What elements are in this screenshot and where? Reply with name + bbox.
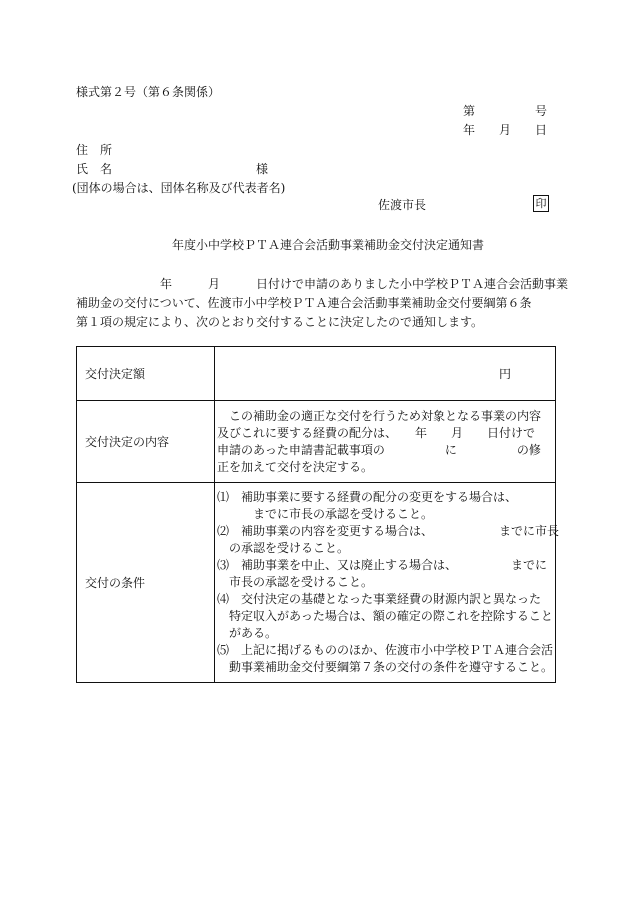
condition-line: ⑷ 交付決定の基礎となった事業経費の財源内訳と異なった <box>217 592 542 606</box>
condition-line: ⑵ 補助事業の内容を変更する場合は、 までに市長 <box>217 524 560 538</box>
condition-line: ⑸ 上記に掲げるもののほか、佐渡市小中学校ＰＴＡ連合会活 <box>217 643 554 657</box>
document-number: 第 号 <box>463 104 548 118</box>
document-date: 年 月 日 <box>463 123 548 137</box>
condition-line: 動事業補助金交付要綱第７条の交付の条件を遵守すること。 <box>217 660 554 674</box>
condition-line: ⑴ 補助事業に要する経費の配分の変更をする場合は、 <box>217 490 518 504</box>
amount-cell <box>215 347 556 401</box>
conditions-label: 交付の条件 <box>77 483 215 683</box>
conditions-cell <box>215 483 560 683</box>
content-line: 正を加えて交付を決定する。 <box>217 459 374 474</box>
amount-unit: 円 <box>498 367 511 381</box>
content-line: 及びこれに要する経費の配分は、 年 月 日付けで <box>217 425 536 440</box>
issuer-title: 佐渡市長 <box>378 198 427 212</box>
table-row <box>77 483 556 683</box>
condition-line: 特定収入があった場合は、額の確定の際これを控除すること <box>217 609 553 623</box>
content-line: 申請のあった申請書記載事項の に の修 <box>217 442 541 457</box>
intro-paragraph <box>76 275 569 332</box>
intro-line: 補助金の交付について、佐渡市小中学校ＰＴＡ連合会活動事業補助金交付要綱第６条 <box>76 296 532 310</box>
condition-line: の承認を受けること。 <box>217 541 350 555</box>
form-number: 様式第２号（第６条関係） <box>76 85 221 99</box>
condition-line: ⑶ 補助事業を中止、又は廃止する場合は、 までに <box>217 558 548 572</box>
seal-stamp: 印 <box>533 195 549 212</box>
recipient-name: 氏 名 様 <box>76 162 269 176</box>
recipient-org-note: (団体の場合は、団体名称及び代表者名) <box>72 181 286 195</box>
condition-line: がある。 <box>217 626 278 640</box>
intro-line: 第１項の規定により、次のとおり交付することに決定したので通知します。 <box>76 315 484 329</box>
content-label: 交付決定の内容 <box>77 401 215 483</box>
condition-line: までに市長の承認を受けること。 <box>217 507 434 521</box>
document-title: 年度小中学校ＰＴＡ連合会活動事業補助金交付決定通知書 <box>172 238 485 252</box>
recipient-address: 住 所 <box>76 143 113 157</box>
table-row <box>77 347 556 401</box>
condition-line: 市長の承認を受けること。 <box>217 575 374 589</box>
table-row <box>77 401 556 483</box>
intro-line: 年 月 日付けで申請のありました小中学校ＰＴＡ連合会活動事業 <box>76 277 569 291</box>
content-line: この補助金の適正な交付を行うため対象となる事業の内容 <box>217 408 542 423</box>
content-cell <box>215 401 556 483</box>
decision-table <box>76 346 560 683</box>
amount-label: 交付決定額 <box>77 347 215 401</box>
